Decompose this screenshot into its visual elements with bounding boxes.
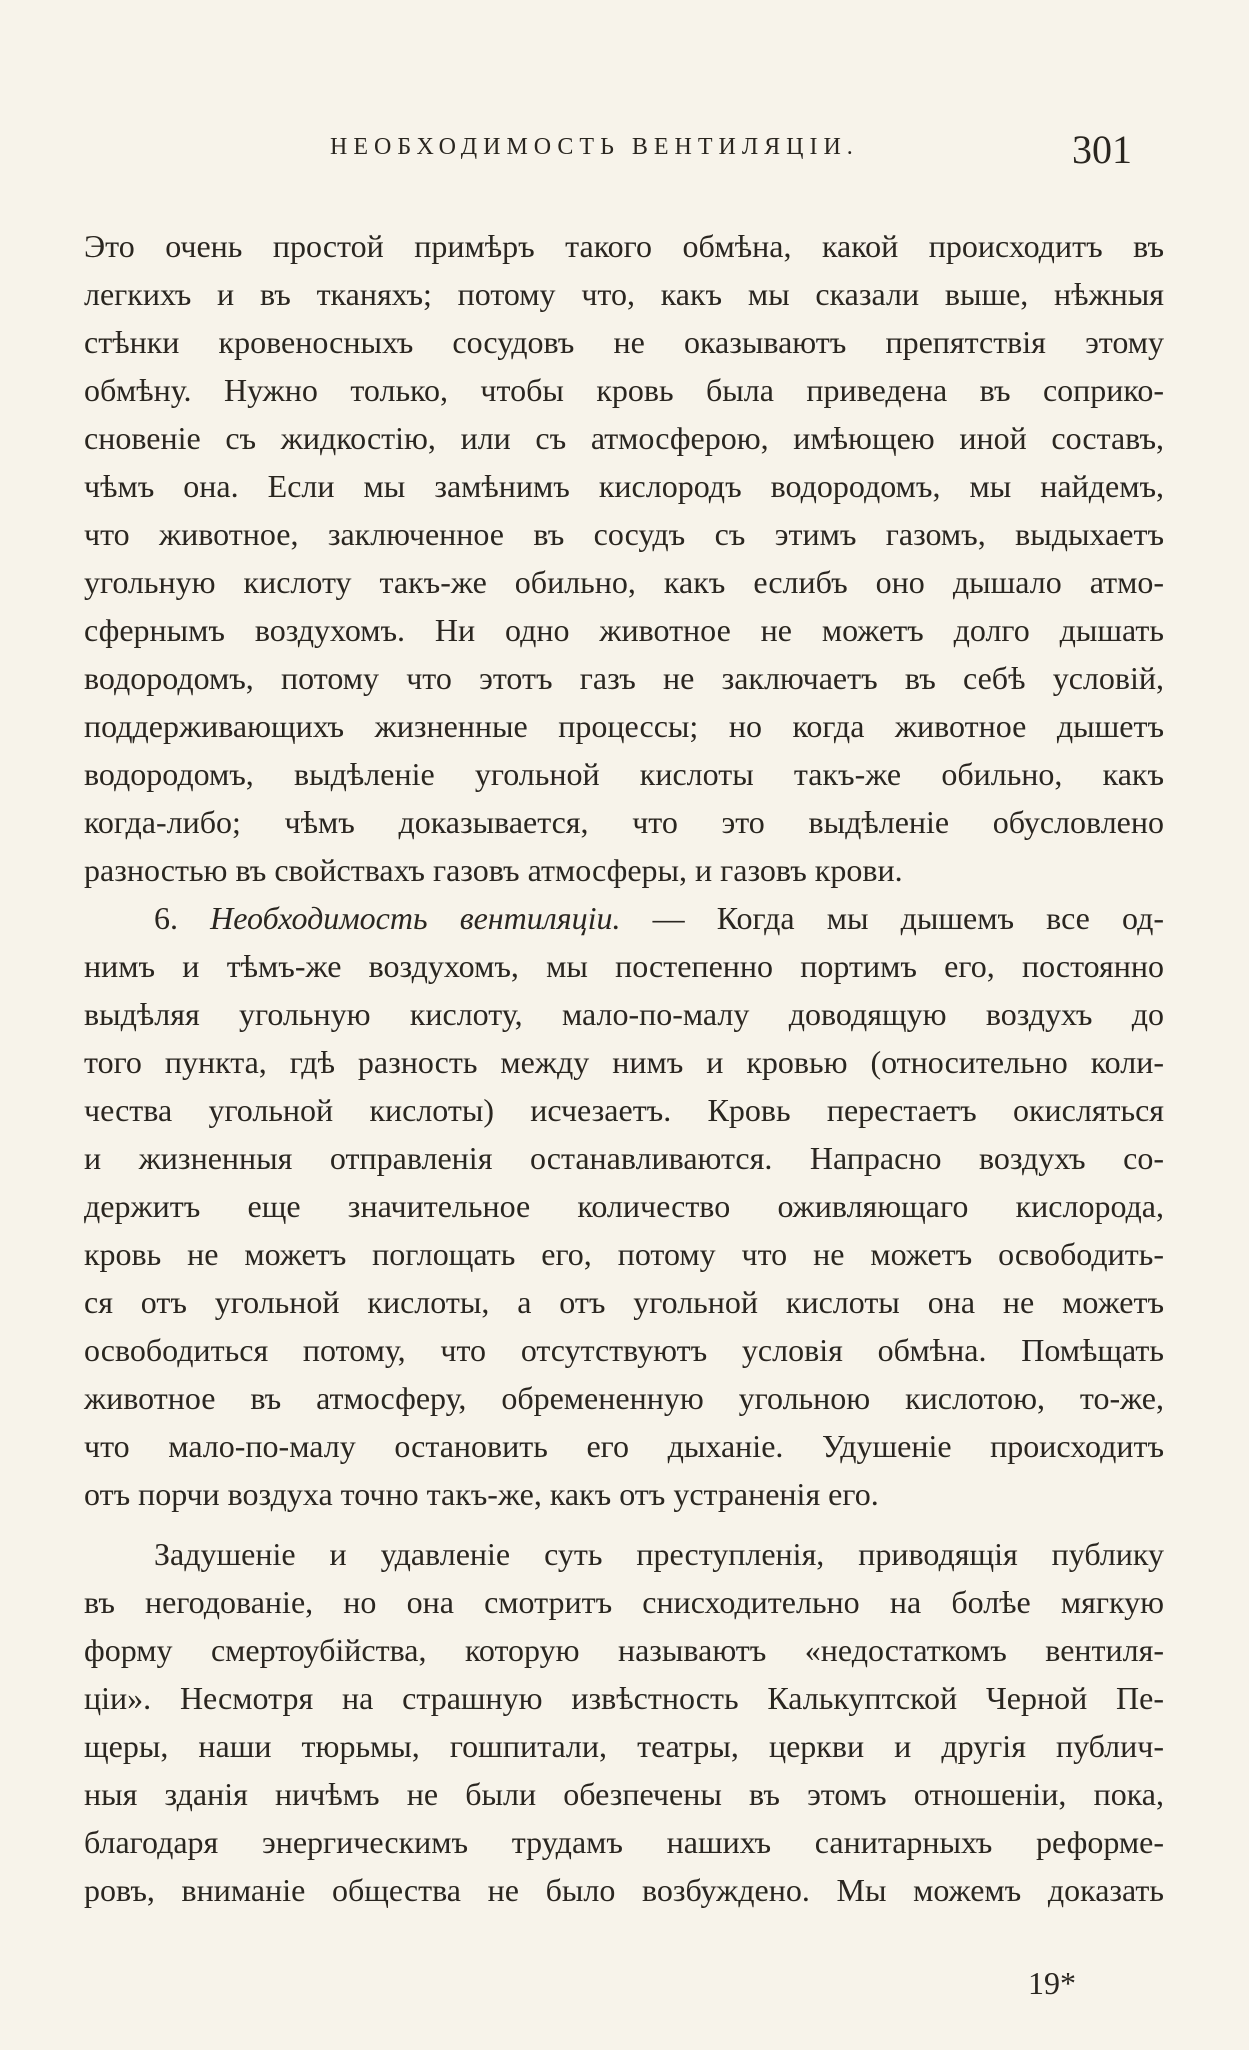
text-line: ныя зданія ничѣмъ не были обезпечены въ этомъ отношеніи, пока, (84, 1776, 1164, 1812)
page-number: 301 (1072, 127, 1132, 172)
section-first-line (84, 894, 1164, 942)
text-line: щеры, наши тюрьмы, гошпитали, театры, церкви и другія публич- (84, 1728, 1164, 1764)
text-line: отъ порчи воздуха точно такъ-же, какъ отъ устраненія его. (84, 1476, 879, 1512)
section-heading: Необходимость вентиляціи. (210, 900, 621, 936)
text-line: освободиться потому, что отсутствуютъ условія обмѣна. Помѣщать (84, 1332, 1164, 1368)
text-line: водородомъ, выдѣленіе угольной кислоты такъ-же обильно, какъ (84, 756, 1164, 792)
section-first-line-text: — Когда мы дышемъ все од- (652, 900, 1165, 936)
text-line: выдѣляя угольную кислоту, мало-по-малу доводящую воздухъ до (84, 996, 1164, 1032)
text-line: обмѣну. Нужно только, чтобы кровь была приведена въ соприко- (84, 372, 1164, 408)
text-line: того пункта, гдѣ разность между нимъ и кровью (относительно коли- (84, 1044, 1164, 1080)
text-line: ціи». Несмотря на страшную извѣстность Калькуптской Черной Пе- (84, 1680, 1164, 1716)
text-line: водородомъ, потому что этотъ газъ не заключаетъ въ себѣ условій, (84, 660, 1164, 696)
text-line: форму смертоубійства, которую называютъ «недостаткомъ вентиля- (84, 1632, 1164, 1668)
text-line: когда-либо; чѣмъ доказывается, что это выдѣленіе обусловлено (84, 804, 1164, 840)
text-line: стѣнки кровеносныхъ сосудовъ не оказываютъ препятствія этому (84, 324, 1164, 360)
running-title: НЕОБХОДИМОСТЬ ВЕНТИЛЯЦІИ. (330, 134, 859, 160)
text-line: сфернымъ воздухомъ. Ни одно животное не можетъ долго дышать (84, 612, 1164, 648)
paragraph-3 (84, 1530, 1164, 1914)
section-number: 6. (154, 900, 178, 936)
text-line: чества угольной кислоты) исчезаетъ. Кровь перестаетъ окисляться (84, 1092, 1164, 1128)
text-line: держитъ еще значительное количество оживляющаго кислорода, (84, 1188, 1164, 1224)
body-text (84, 222, 1164, 1914)
text-line: въ негодованіе, но она смотритъ снисходительно на болѣе мягкую (84, 1584, 1164, 1620)
text-line: нимъ и тѣмъ-же воздухомъ, мы постепенно портимъ его, постоянно (84, 948, 1164, 984)
text-line: Задушеніе и удавленіе суть преступленія, приводящія публику (154, 1536, 1164, 1572)
text-line: угольную кислоту такъ-же обильно, какъ еслибъ оно дышало атмо- (84, 564, 1164, 600)
text-line: сновеніе съ жидкостію, или съ атмосферою, имѣющею иной составъ, (84, 420, 1164, 456)
paragraph-2 (84, 894, 1164, 1518)
text-line: и жизненныя отправленія останавливаются. Напрасно воздухъ со- (84, 1140, 1164, 1176)
text-line: поддерживающихъ жизненные процессы; но когда животное дышетъ (84, 708, 1164, 744)
text-line: ся отъ угольной кислоты, а отъ угольной кислоты она не можетъ (84, 1284, 1164, 1320)
text-line: легкихъ и въ тканяхъ; потому что, какъ мы сказали выше, нѣжныя (84, 276, 1164, 312)
paragraph-1 (84, 222, 1164, 894)
text-line: что мало-по-малу остановить его дыханіе. Удушеніе происходитъ (84, 1428, 1164, 1464)
text-line: что животное, заключенное въ сосудъ съ этимъ газомъ, выдыхаетъ (84, 516, 1164, 552)
text-line: кровь не можетъ поглощать его, потому что не можетъ освободить- (84, 1236, 1164, 1272)
text-line: чѣмъ она. Если мы замѣнимъ кислородъ водородомъ, мы найдемъ, (84, 468, 1164, 504)
text-line: животное въ атмосферу, обремененную угольною кислотою, то-же, (84, 1380, 1164, 1416)
text-line: благодаря энергическимъ трудамъ нашихъ санитарныхъ реформе- (84, 1824, 1164, 1860)
text-line: ровъ, вниманіе общества не было возбуждено. Мы можемъ доказать (84, 1872, 1164, 1908)
paragraph-gap (84, 1518, 1164, 1530)
signature-mark: 19* (1028, 1965, 1076, 2001)
text-line: разностью въ свойствахъ газовъ атмосферы, и газовъ крови. (84, 852, 903, 888)
text-line: Это очень простой примѣръ такого обмѣна, какой происходитъ въ (84, 228, 1164, 264)
